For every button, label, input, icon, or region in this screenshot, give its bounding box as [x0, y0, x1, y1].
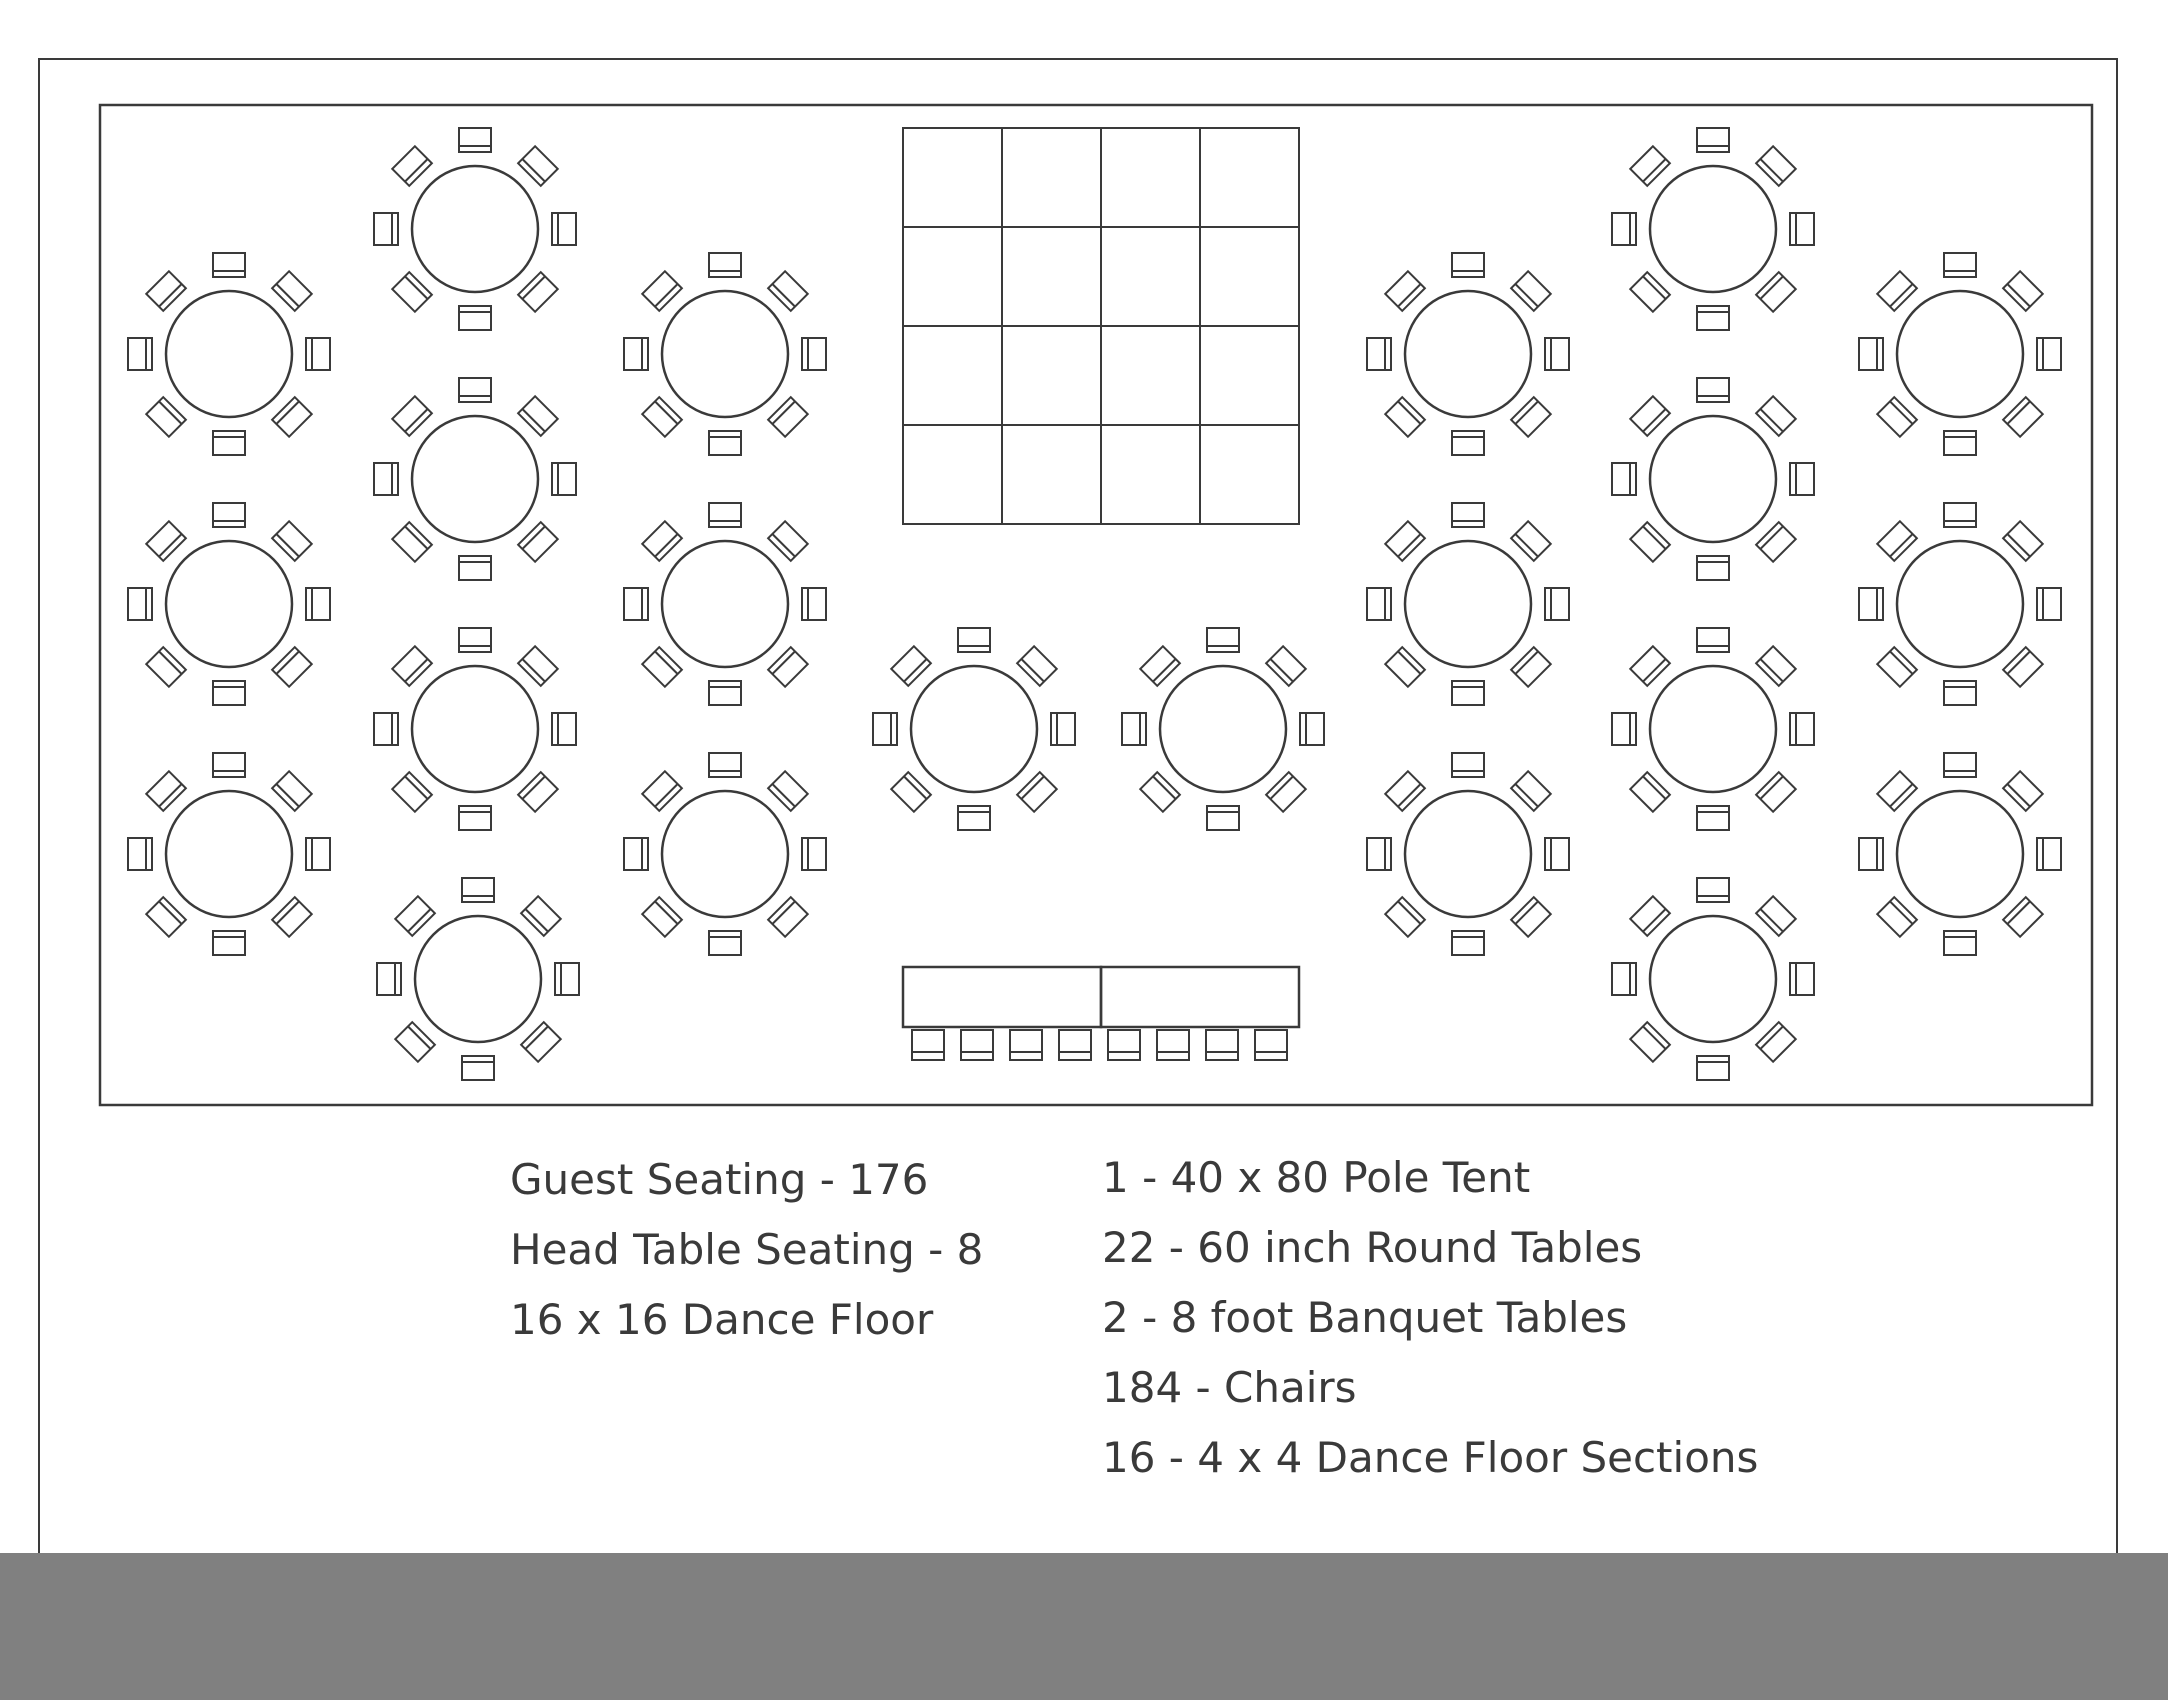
chair — [1630, 896, 1670, 936]
chair — [709, 753, 741, 777]
dance-floor-section — [1200, 425, 1299, 524]
chair — [802, 588, 826, 620]
round-tables-group — [128, 128, 2061, 1080]
chair — [1452, 753, 1484, 777]
dance-floor-section — [903, 128, 1002, 227]
chair — [1630, 522, 1670, 562]
round-table — [1367, 253, 1569, 455]
table-top — [1897, 791, 2023, 917]
banquet-table — [1101, 967, 1299, 1027]
chair — [1452, 431, 1484, 455]
chair — [1756, 646, 1796, 686]
chair — [1266, 646, 1306, 686]
round-table — [1122, 628, 1324, 830]
chair — [709, 681, 741, 705]
round-table — [873, 628, 1075, 830]
dance-floor-section — [903, 227, 1002, 326]
chair — [1756, 772, 1796, 812]
round-table — [1612, 128, 1814, 330]
chair — [1944, 503, 1976, 527]
chair — [1859, 588, 1883, 620]
chair — [1612, 963, 1636, 995]
chair — [2037, 588, 2061, 620]
table-top — [662, 791, 788, 917]
chair — [768, 397, 808, 437]
chair — [709, 503, 741, 527]
round-table — [624, 253, 826, 455]
chair — [272, 897, 312, 937]
chair — [1630, 272, 1670, 312]
chair — [462, 1056, 494, 1080]
chair — [642, 647, 682, 687]
chair — [1266, 772, 1306, 812]
chair — [1122, 713, 1146, 745]
table-top — [166, 791, 292, 917]
chair — [768, 897, 808, 937]
chair — [272, 271, 312, 311]
chair — [1790, 213, 1814, 245]
round-table — [128, 503, 330, 705]
table-top — [1650, 916, 1776, 1042]
table-top — [415, 916, 541, 1042]
chair — [768, 771, 808, 811]
chair — [272, 771, 312, 811]
chair — [1756, 896, 1796, 936]
chair — [552, 463, 576, 495]
table-top — [1897, 541, 2023, 667]
chair — [2003, 897, 2043, 937]
chair — [873, 713, 897, 745]
chair — [146, 271, 186, 311]
chair — [518, 772, 558, 812]
chair — [709, 431, 741, 455]
chair — [555, 963, 579, 995]
round-table — [1367, 503, 1569, 705]
chair — [1612, 713, 1636, 745]
chair — [802, 338, 826, 370]
chair — [1367, 588, 1391, 620]
chair — [2003, 397, 2043, 437]
chair — [392, 522, 432, 562]
legend-head-table-seating: Head Table Seating - 8 — [510, 1225, 984, 1274]
chair — [1367, 338, 1391, 370]
table-top — [662, 291, 788, 417]
chair — [213, 253, 245, 277]
legend-chairs: 184 - Chairs — [1102, 1363, 1357, 1412]
chair — [1140, 646, 1180, 686]
head-table-chair — [961, 1030, 993, 1060]
dance-floor-section — [1101, 425, 1200, 524]
chair — [1944, 681, 1976, 705]
chair — [518, 646, 558, 686]
dance-floor-section — [1101, 326, 1200, 425]
chair — [552, 213, 576, 245]
chair — [642, 397, 682, 437]
chair — [146, 397, 186, 437]
chair — [958, 806, 990, 830]
dance-floor-section — [1101, 128, 1200, 227]
round-table — [624, 753, 826, 955]
chair — [1756, 272, 1796, 312]
chair — [518, 146, 558, 186]
chair — [1511, 647, 1551, 687]
chair — [1697, 306, 1729, 330]
chair — [1944, 931, 1976, 955]
chair — [1385, 647, 1425, 687]
chair — [392, 146, 432, 186]
chair — [1944, 753, 1976, 777]
chair — [374, 213, 398, 245]
chair — [1545, 588, 1569, 620]
chair — [459, 806, 491, 830]
chair — [306, 838, 330, 870]
dance-floor-section — [1002, 227, 1101, 326]
chair — [1511, 397, 1551, 437]
chair — [374, 713, 398, 745]
legend-round-tables: 22 - 60 inch Round Tables — [1102, 1223, 1643, 1272]
table-top — [1160, 666, 1286, 792]
tent-outline — [100, 105, 2092, 1105]
head-table-chair — [1010, 1030, 1042, 1060]
chair — [213, 753, 245, 777]
chair — [306, 338, 330, 370]
legend-pole-tent: 1 - 40 x 80 Pole Tent — [1102, 1153, 1531, 1202]
round-table — [128, 753, 330, 955]
scanner-bottom-band — [0, 1553, 2168, 1700]
chair — [1790, 713, 1814, 745]
chair — [1697, 806, 1729, 830]
head-table-chair — [1255, 1030, 1287, 1060]
chair — [1877, 897, 1917, 937]
legend-right — [1102, 1143, 1758, 1493]
chair — [768, 521, 808, 561]
chair — [518, 522, 558, 562]
chair — [1877, 647, 1917, 687]
chair — [1367, 838, 1391, 870]
chair — [213, 503, 245, 527]
head-table-chair — [1059, 1030, 1091, 1060]
head-table-chair — [1157, 1030, 1189, 1060]
table-top — [166, 291, 292, 417]
chair — [1697, 628, 1729, 652]
chair — [642, 521, 682, 561]
chair — [958, 628, 990, 652]
table-top — [412, 666, 538, 792]
chair — [1051, 713, 1075, 745]
dance-floor-section — [1002, 425, 1101, 524]
round-table — [374, 378, 576, 580]
chair — [802, 838, 826, 870]
chair — [709, 931, 741, 955]
chair — [306, 588, 330, 620]
chair — [459, 628, 491, 652]
chair — [272, 397, 312, 437]
chair — [1452, 681, 1484, 705]
chair — [1511, 521, 1551, 561]
chair — [146, 771, 186, 811]
round-table — [374, 128, 576, 330]
chair — [1630, 646, 1670, 686]
chair — [518, 396, 558, 436]
chair — [552, 713, 576, 745]
chair — [2003, 771, 2043, 811]
legend-banquet-tables: 2 - 8 foot Banquet Tables — [1102, 1293, 1628, 1342]
chair — [1877, 397, 1917, 437]
chair — [459, 128, 491, 152]
chair — [1545, 838, 1569, 870]
chair — [392, 772, 432, 812]
chair — [1756, 522, 1796, 562]
chair — [128, 338, 152, 370]
chair — [1385, 897, 1425, 937]
chair — [1612, 463, 1636, 495]
head-table-chair — [912, 1030, 944, 1060]
chair — [1877, 771, 1917, 811]
table-top — [1897, 291, 2023, 417]
chair — [1697, 128, 1729, 152]
table-top — [1405, 541, 1531, 667]
chair — [624, 838, 648, 870]
chair — [213, 431, 245, 455]
chair — [392, 272, 432, 312]
chair — [642, 771, 682, 811]
chair — [1452, 931, 1484, 955]
chair — [1790, 963, 1814, 995]
chair — [521, 896, 561, 936]
chair — [1697, 1056, 1729, 1080]
chair — [1630, 772, 1670, 812]
chair — [1790, 463, 1814, 495]
chair — [768, 271, 808, 311]
head-table-chair — [1206, 1030, 1238, 1060]
chair — [146, 897, 186, 937]
round-table — [1859, 503, 2061, 705]
chair — [1756, 1022, 1796, 1062]
legend-left — [510, 1145, 983, 1355]
round-table — [1612, 628, 1814, 830]
chair — [146, 647, 186, 687]
chair — [272, 647, 312, 687]
chair — [459, 306, 491, 330]
chair — [518, 272, 558, 312]
table-top — [412, 416, 538, 542]
dance-floor — [903, 128, 1299, 524]
table-top — [1650, 416, 1776, 542]
dance-floor-section — [1200, 227, 1299, 326]
chair — [624, 338, 648, 370]
chair — [709, 253, 741, 277]
chair — [377, 963, 401, 995]
chair — [1511, 771, 1551, 811]
chair — [1697, 878, 1729, 902]
chair — [392, 396, 432, 436]
round-table — [1859, 753, 2061, 955]
table-top — [1405, 791, 1531, 917]
chair — [891, 646, 931, 686]
table-top — [1405, 291, 1531, 417]
chair — [1630, 146, 1670, 186]
chair — [1944, 253, 1976, 277]
chair — [128, 588, 152, 620]
chair — [1385, 271, 1425, 311]
chair — [1385, 771, 1425, 811]
chair — [1612, 213, 1636, 245]
round-table — [1859, 253, 2061, 455]
chair — [1017, 772, 1057, 812]
chair — [2003, 271, 2043, 311]
chair — [642, 897, 682, 937]
chair — [1877, 521, 1917, 561]
chair — [1545, 338, 1569, 370]
head-table — [903, 967, 1299, 1060]
chair — [395, 896, 435, 936]
chair — [1756, 146, 1796, 186]
chair — [891, 772, 931, 812]
chair — [1452, 503, 1484, 527]
chair — [642, 271, 682, 311]
chair — [1140, 772, 1180, 812]
round-table — [624, 503, 826, 705]
chair — [1859, 838, 1883, 870]
banquet-table — [903, 967, 1101, 1027]
round-table — [377, 878, 579, 1080]
chair — [2003, 647, 2043, 687]
dance-floor-section — [1002, 326, 1101, 425]
round-table — [1367, 753, 1569, 955]
chair — [1207, 628, 1239, 652]
dance-floor-section — [1200, 326, 1299, 425]
chair — [392, 646, 432, 686]
round-table — [128, 253, 330, 455]
chair — [213, 681, 245, 705]
head-table-chair — [1108, 1030, 1140, 1060]
round-table — [374, 628, 576, 830]
chair — [624, 588, 648, 620]
chair — [1877, 271, 1917, 311]
chair — [128, 838, 152, 870]
chair — [2037, 338, 2061, 370]
dance-floor-section — [903, 425, 1002, 524]
dance-floor-section — [1002, 128, 1101, 227]
chair — [2037, 838, 2061, 870]
chair — [1630, 396, 1670, 436]
chair — [1017, 646, 1057, 686]
dance-floor-section — [1200, 128, 1299, 227]
chair — [1859, 338, 1883, 370]
chair — [768, 647, 808, 687]
chair — [1511, 271, 1551, 311]
chair — [1207, 806, 1239, 830]
chair — [521, 1022, 561, 1062]
round-table — [1612, 878, 1814, 1080]
chair — [1756, 396, 1796, 436]
chair — [1511, 897, 1551, 937]
chair — [395, 1022, 435, 1062]
table-top — [1650, 166, 1776, 292]
table-top — [166, 541, 292, 667]
chair — [2003, 521, 2043, 561]
dance-floor-section — [903, 326, 1002, 425]
chair — [1697, 556, 1729, 580]
chair — [146, 521, 186, 561]
chair — [1385, 521, 1425, 561]
chair — [459, 556, 491, 580]
dance-floor-section — [1101, 227, 1200, 326]
chair — [272, 521, 312, 561]
table-top — [911, 666, 1037, 792]
legend-dance-floor-sections: 16 - 4 x 4 Dance Floor Sections — [1102, 1433, 1759, 1482]
chair — [1300, 713, 1324, 745]
round-table — [1612, 378, 1814, 580]
chair — [1697, 378, 1729, 402]
chair — [1944, 431, 1976, 455]
chair — [1452, 253, 1484, 277]
legend-guest-seating: Guest Seating - 176 — [510, 1155, 929, 1204]
chair — [1385, 397, 1425, 437]
table-top — [412, 166, 538, 292]
legend-dance-floor: 16 x 16 Dance Floor — [510, 1295, 934, 1344]
chair — [1630, 1022, 1670, 1062]
chair — [213, 931, 245, 955]
table-top — [1650, 666, 1776, 792]
table-top — [662, 541, 788, 667]
chair — [462, 878, 494, 902]
chair — [459, 378, 491, 402]
chair — [374, 463, 398, 495]
